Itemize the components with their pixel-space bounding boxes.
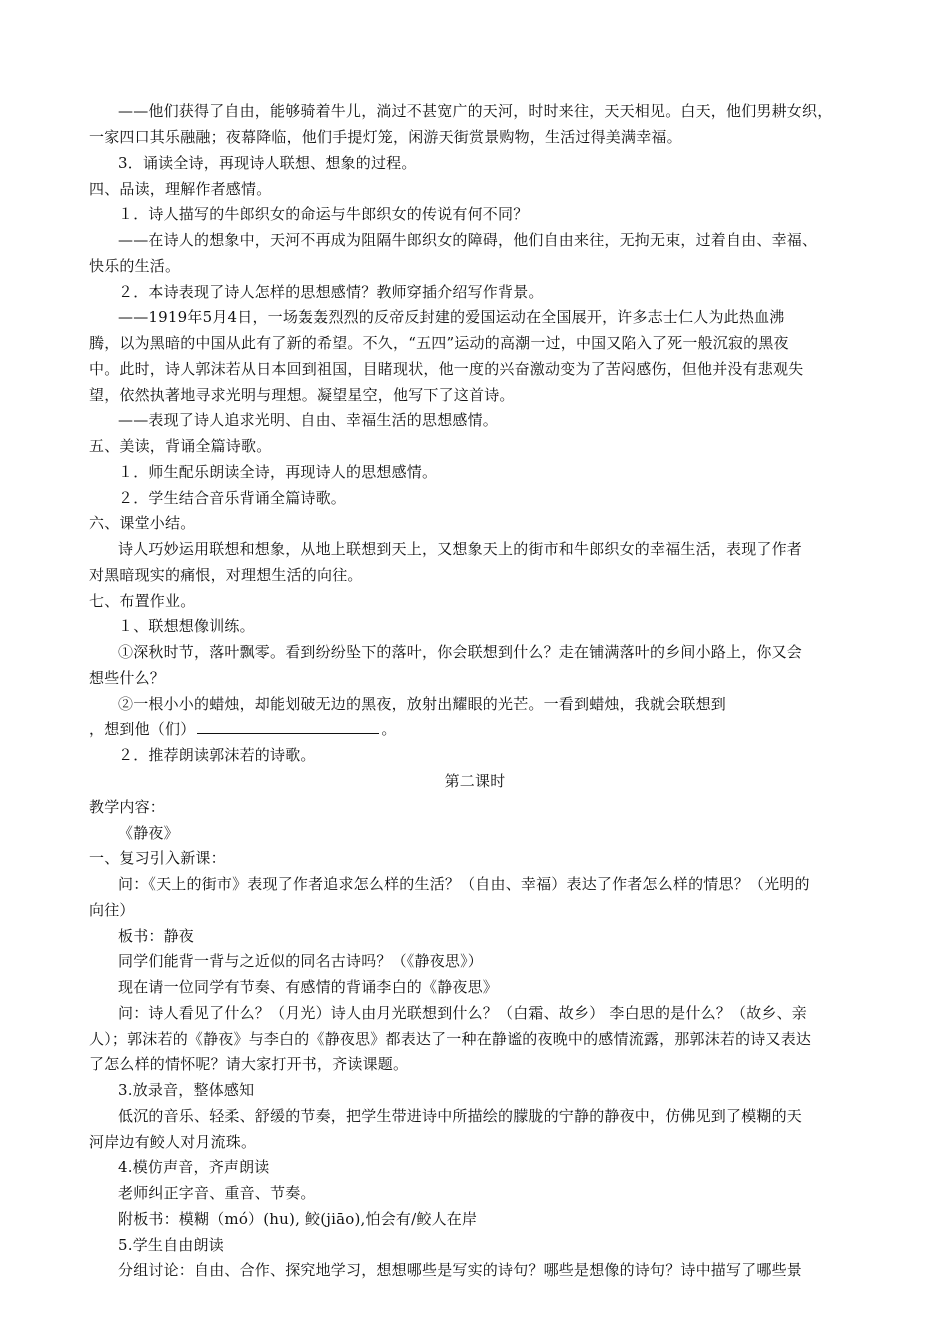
text-line: 问：诗人看见了什么？（月光）诗人由月光联想到什么？（白霜、故乡） 李白思的是什么？（故乡、亲 [118,1004,807,1022]
text-line: 教学内容： [89,798,166,816]
text-line: ——表现了诗人追求光明、自由、幸福生活的思想感情。 [118,411,499,429]
text-line: ——在诗人的想象中，天河不再成为阻隔牛郎织女的障碍，他们自由来往，无拘无束，过着自由、幸福、 [118,231,818,249]
text-line: １．诗人描写的牛郎织女的命运与牛郎织女的传说有何不同？ [118,205,529,223]
text-line: 附板书：模糊（mó）(hu), 鲛(jiāo),怕会有/鲛人在岸 [118,1210,478,1228]
text-line: 一家四口其乐融融；夜幕降临，他们手提灯笼，闲游天街赏景购物，生活过得美满幸福。 [89,128,682,146]
text-line: 人）；郭沫若的《静夜》与李白的《静夜思》都表达了一种在静谧的夜晚中的感情流露，那郭沫若的诗又表达 [89,1030,812,1048]
text-line: ②一根小小的蜡烛，却能划破无边的黑夜，放射出耀眼的光芒。一看到蜡烛，我就会联想到 [118,695,727,713]
text-line: ２．学生结合音乐背诵全篇诗歌。 [118,489,347,507]
text-line: 分组讨论：自由、合作、探究地学习，想想哪些是写实的诗句？哪些是想像的诗句？诗中描写了哪些景 [118,1261,803,1279]
text-line: 向往） [89,901,135,919]
text-line: 了怎么样的情怀呢？请大家打开书，齐读课题。 [89,1055,409,1073]
text-line: 想些什么？ [89,669,166,687]
fill-in-prefix: ，想到他（们） [89,720,196,738]
text-line: ——他们获得了自由，能够骑着牛儿，淌过不甚宽广的天河，时时来往，天天相见。白天，他们男耕女织， [118,102,833,120]
fill-in-suffix: 。 [381,720,397,738]
text-line: 3.放录音，整体感知 [118,1081,255,1099]
text-line: 快乐的生活。 [89,257,181,275]
text-line: 5.学生自由朗读 [118,1236,224,1254]
section-heading: 七、布置作业。 [89,592,196,610]
text-line: 板书：静夜 [118,927,195,945]
text-line: 望，依然执著地寻求光明与理想。凝望星空，他写下了这首诗。 [89,386,515,404]
text-line: 中。此时，诗人郭沫若从日本回到祖国，目睹现状，他一度的兴奋激动变为了苦闷感伤，但他并没有悲观失 [89,360,804,378]
text-line: 4.模仿声音，齐声朗读 [118,1158,270,1176]
text-line: 对黑暗现实的痛恨，对理想生活的向往。 [89,566,363,584]
text-line: ２．推荐朗读郭沫若的诗歌。 [118,746,316,764]
text-line: ２．本诗表现了诗人怎样的思想感情？教师穿插介绍写作背景。 [118,283,544,301]
text-line: ——1919年5月4日，一场轰轰烈烈的反帝反封建的爱国运动在全国展开，许多志士仁人为此热血沸 [118,308,785,326]
section-heading: 五、美读，背诵全篇诗歌。 [89,437,272,455]
text-line: 问：《天上的街市》表现了作者追求怎么样的生活？（自由、幸福）表达了作者怎么样的情思？（光明的 [118,875,810,893]
text-line: 老师纠正字音、重音、节奏。 [118,1184,316,1202]
text-line: ①深秋时节，落叶飘零。看到纷纷坠下的落叶，你会联想到什么？走在铺满落叶的乡间小路上，你又会 [118,643,803,661]
text-line: 诗人巧妙运用联想和想象，从地上联想到天上，又想象天上的街市和牛郎织女的幸福生活，表现了作者 [118,540,803,558]
text-line: 同学们能背一背与之近似的同名古诗吗？（《静夜思》） [118,952,484,970]
section-heading: 四、品读，理解作者感情。 [89,180,272,198]
text-line: 低沉的音乐、轻柔、舒缓的节奏，把学生带进诗中所描绘的朦胧的宁静的静夜中，仿佛见到了模糊的天 [118,1107,803,1125]
section-heading: 六、课堂小结。 [89,514,196,532]
text-line: １．师生配乐朗读全诗，再现诗人的思想感情。 [118,463,438,481]
text-line: 3．诵读全诗，再现诗人联想、想象的过程。 [118,154,417,172]
answer-blank [197,719,379,734]
text-line: 《静夜》 [118,824,179,842]
text-line: 腾，以为黑暗的中国从此有了新的希望。不久，“五四”运动的高潮一过，中国又陷入了死一般沉寂的黑夜 [89,334,789,352]
lesson-title: 第二课时 [444,772,506,790]
text-line: 现在请一位同学有节奏、有感情的背诵李白的《静夜思》 [118,978,499,996]
fill-in-line [89,719,397,739]
section-heading: 一、复习引入新课： [89,849,226,867]
text-line: １、联想想像训练。 [118,617,255,635]
text-line: 河岸边有鲛人对月流珠。 [89,1133,257,1151]
